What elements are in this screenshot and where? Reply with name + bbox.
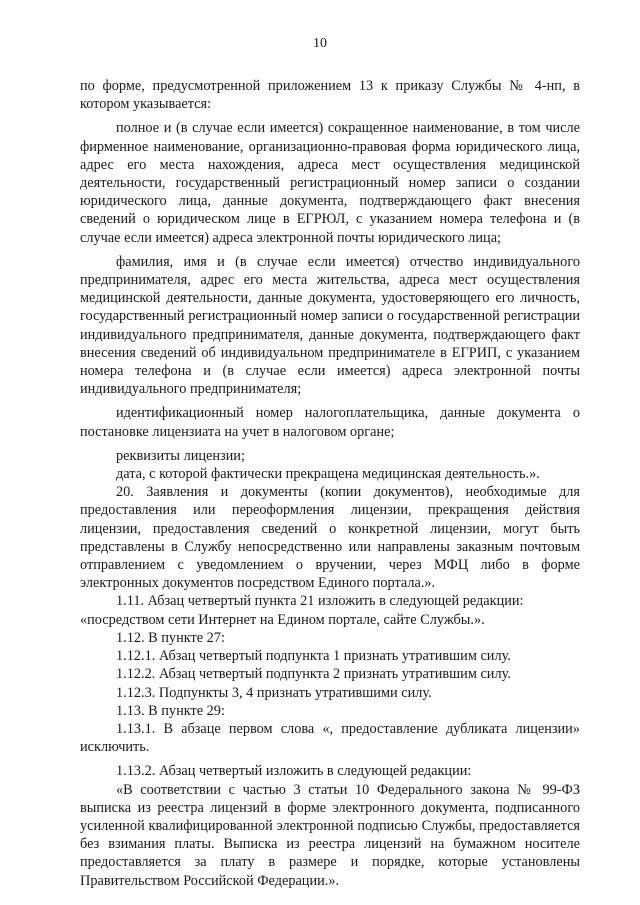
paragraph-legal-entity: полное и (в случае если имеется) сокращенное наименование, в том числе фирменное наименование, организационно-правовая форма юридического лица, адрес его места нахождения, адреса мест осуществления медицинской деятельности, государственный регистрационный номер записи о создании юридического лица, данные документа, подтверждающего факт внесения сведений о юридическом лице в ЕГРЮЛ, с указанием номера телефона и (в случае если имеется) адреса электронной почты юридического лица; bbox=[80, 120, 580, 246]
paragraph-1-12-3: 1.12.3. Подпункты 3, 4 признать утратившими силу. bbox=[116, 684, 432, 701]
paragraph-1-12-2: 1.12.2. Абзац четвертый подпункта 2 признать утратившим силу. bbox=[116, 666, 511, 683]
page-number: 10 bbox=[313, 36, 327, 51]
paragraph-1-13-2: 1.13.2. Абзац четвертый изложить в следующей редакции: bbox=[116, 763, 472, 780]
paragraph-1-12: 1.12. В пункте 27: bbox=[116, 629, 225, 646]
paragraph-1-11: 1.11. Абзац четвертый пункта 21 изложить в следующей редакции: bbox=[116, 593, 524, 610]
paragraph-termination-date: дата, с которой фактически прекращена медицинская деятельность.». bbox=[116, 466, 540, 483]
paragraph-1-11-text: «посредством сети Интернет на Едином портале, сайте Службы.». bbox=[80, 611, 485, 628]
paragraph-item-20: 20. Заявления и документы (копии документов), необходимые для предоставления или переоформления лицензии, прекращения действия лицензии, предоставления сведений о конкретной лицензии, могут быть представлены в Службу непосредственно или направлены заказным почтовым отправлением с уведомлением о вручении, через МФЦ либо в форме электронных документов посредством Единого портала.». bbox=[80, 484, 580, 592]
document-body bbox=[80, 77, 580, 890]
paragraph-taxpayer-id: идентификационный номер налогоплательщика, данные документа о постановке лицензиата на учет в налоговом органе; bbox=[80, 405, 580, 440]
paragraph-1-13-1: 1.13.1. В абзаце первом слова «, предоставление дубликата лицензии» исключить. bbox=[80, 720, 580, 756]
paragraph-1-12-1: 1.12.1. Абзац четвертый подпункта 1 признать утратившим силу. bbox=[116, 648, 511, 665]
paragraph-1-13-2-text: «В соответствии с частью 3 статьи 10 Федерального закона № 99-ФЗ выписка из реестра лицензий в форме электронного документа, подписанного усиленной квалифицированной электронной подписью Службы, предоставляется без взимания платы. Выписка из реестра лицензий на бумажном носителе предоставляется за плату в размере и порядке, которые установлены Правительством Российской Федерации.». bbox=[80, 781, 580, 889]
paragraph-intro: по форме, предусмотренной приложением 13 к приказу Службы № 4-нп, в котором указывается: bbox=[80, 78, 580, 113]
paragraph-license-details: реквизиты лицензии; bbox=[116, 447, 245, 464]
paragraph-entrepreneur: фамилия, имя и (в случае если имеется) отчество индивидуального предпринимателя, адрес его места жительства, адреса мест осуществления медицинской деятельности, данные документа, удостоверяющего его личность, государственный регистрационный номер записи о государственной регистрации индивидуального предпринимателя, данные документа, подтверждающего факт внесения сведений об индивидуальном предпринимателе в ЕГРИП, с указанием номера телефона и (в случае если имеется) адреса электронной почты индивидуального предпринимателя; bbox=[80, 253, 580, 398]
paragraph-1-13: 1.13. В пункте 29: bbox=[116, 702, 225, 719]
